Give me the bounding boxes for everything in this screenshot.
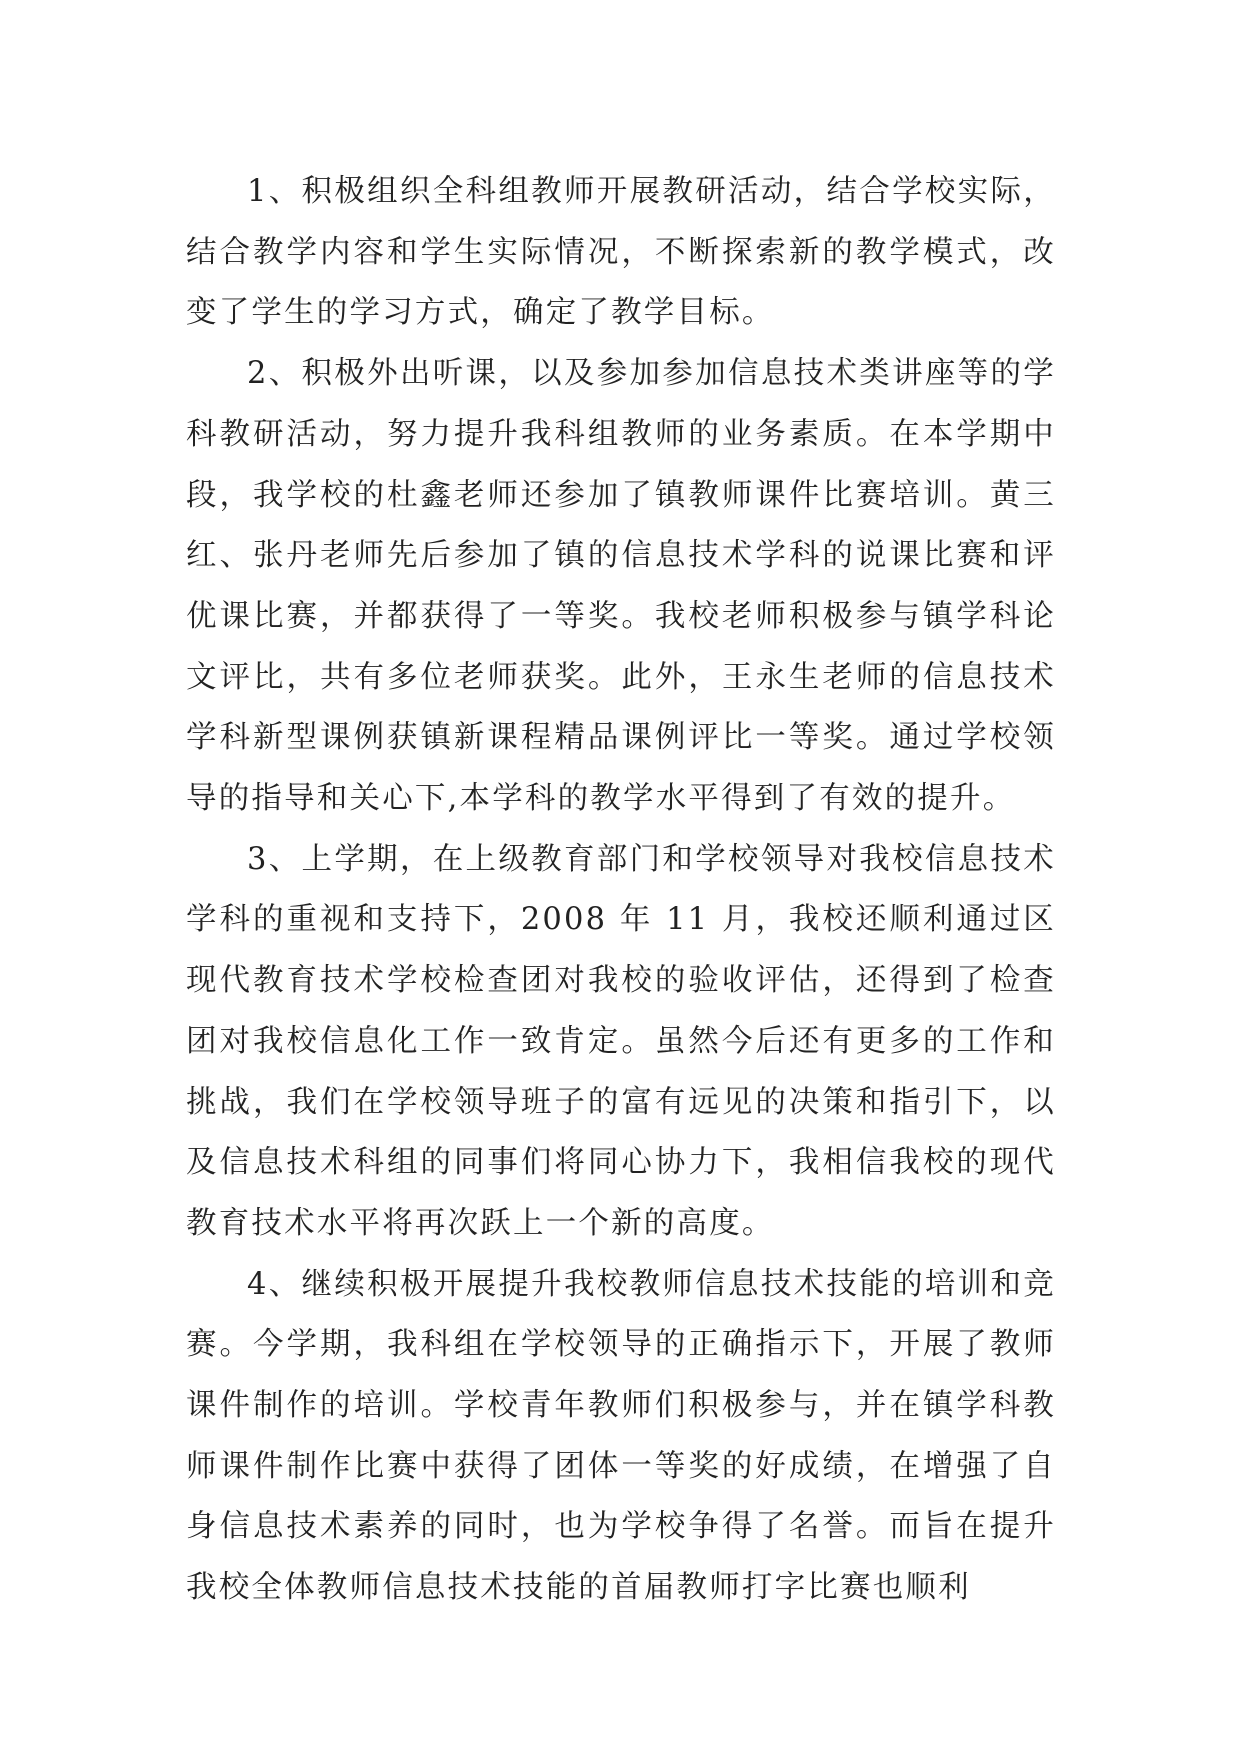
document-body [186,162,1056,1619]
paragraph-3: 3、上学期，在上级教育部门和学校领导对我校信息技术学科的重视和支持下，2008 年 11 月，我校还顺利通过区现代教育技术学校检查团对我校的验收评估，还得到了检查团对我校信息化工作一致肯定。虽然今后还有更多的工作和挑战，我们在学校领导班子的富有远见的决策和指引下，以及信息技术科组的同事们将同心协力下，我相信我校的现代教育技术水平将再次跃上一个新的高度。 [186,841,1056,1241]
paragraph-4: 4、继续积极开展提升我校教师信息技术技能的培训和竞赛。今学期，我科组在学校领导的正确指示下，开展了教师课件制作的培训。学校青年教师们积极参与，并在镇学科教师课件制作比赛中获得了团体一等奖的好成绩，在增强了自身信息技术素养的同时，也为学校争得了名誉。而旨在提升我校全体教师信息技术技能的首届教师打字比赛也顺利 [186,1266,1056,1606]
paragraph-2: 2、积极外出听课，以及参加参加信息技术类讲座等的学科教研活动，努力提升我科组教师的业务素质。在本学期中段，我学校的杜鑫老师还参加了镇教师课件比赛培训。黄三红、张丹老师先后参加了镇的信息技术学科的说课比赛和评优课比赛，并都获得了一等奖。我校老师积极参与镇学科论文评比，共有多位老师获奖。此外，王永生老师的信息技术学科新型课例获镇新课程精品课例评比一等奖。通过学校领导的指导和关心下,本学科的教学水平得到了有效的提升。 [186,356,1056,817]
paragraph-1: 1、积极组织全科组教师开展教研活动，结合学校实际，结合教学内容和学生实际情况，不断探索新的教学模式，改变了学生的学习方式，确定了教学目标。 [186,174,1056,331]
